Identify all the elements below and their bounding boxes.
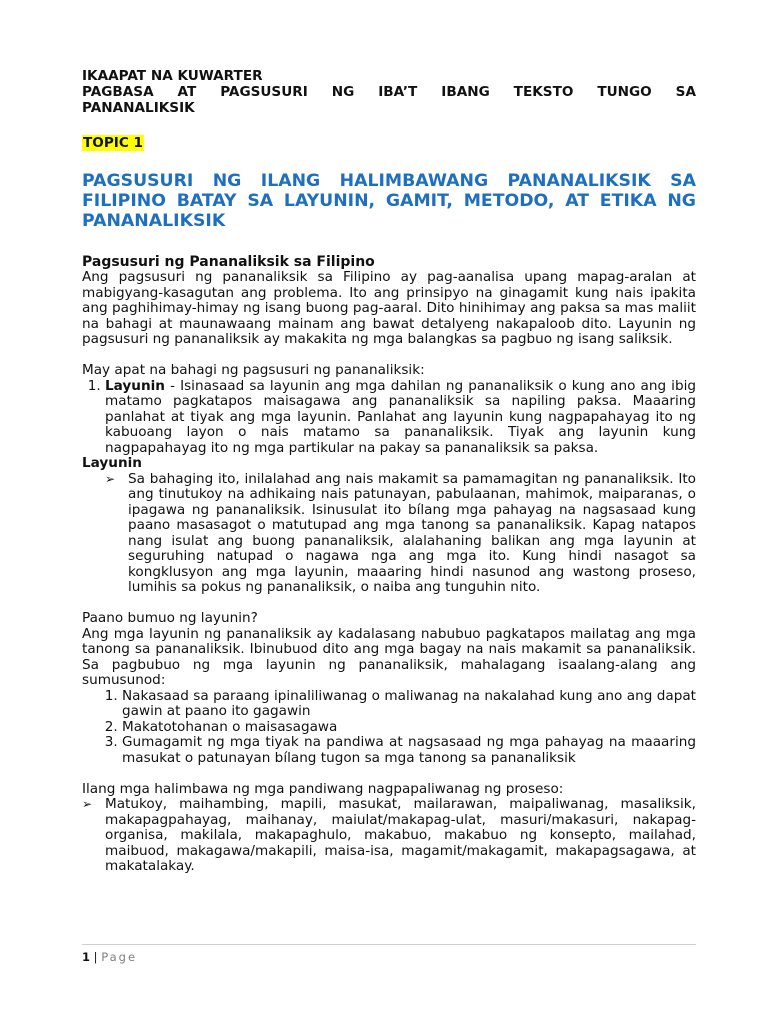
verbs-list	[82, 797, 696, 875]
arrow-bullet-icon: ➢	[105, 471, 116, 486]
layunin-bullet-text: Sa bahaging ito, inilalahad ang nais makamit sa pamamagitan ng pananaliksik. Ito ang tinutukoy na adhikaing nais patunayan, pabulaanan, mahimok, maiparanas, o ipagawa ng pananaliksik. Isinusulat ito bílang mga pahayag na nagsasaad kung paano masasagot o matutupad ang mga tanong sa pananaliksik. Kapag natapos nang isulat ang buong pananaliksik, alalahaning balikan ang mga layunin at seguruhing natupad o nagawa nga ang mga ito. Kung hindi nasagot sa kongklusyon ang mga layunin, maaaring hindi nasunod ang wastong proseso, lumihis sa pokus ng pananaliksik, o naiba ang tunguhin nito.	[128, 470, 696, 595]
page-separator: |	[93, 950, 98, 964]
section-subheading: Pagsusuri ng Pananaliksik sa Filipino	[82, 254, 375, 270]
quarter-heading: IKAAPAT NA KUWARTER	[82, 68, 263, 84]
parts-list	[82, 379, 696, 457]
answer-paragraph: Ang mga layunin ng pananaliksik ay kadalasang nabubuo pagkatapos mailatag ang mga tanong sa pananaliksik. Ibinubuod dito ang mga bagay na nais makamit sa pananaliksik. Sa pagbubuo ng mga layunin ng pananaliksik, mahalagang isaalang-alang ang sumusunod:	[82, 625, 696, 688]
intro-paragraph: Ang pagsusuri ng pananaliksik sa Filipino ay pag-aanalisa upang mapag-aralan at mabigyang-kasagutan ang problema. Ito ang prinsipyo na ginagamit kung nais ipakita ang paghihimay-himay ng isang buong pag-aaral. Dito hinihimay ang paksa sa mas maliit na bahagi at maunawaang mainam ang bawat detalyeng nakapaloob dito. Layunin ng pagsusuri ng pananaliksik ay makakita ng mga balangkas sa pagbuo ng isang saliksik.	[82, 269, 696, 347]
parts-intro: May apat na bahagi ng pagsusuri ng pananaliksik:	[82, 362, 425, 378]
list-item	[105, 472, 696, 596]
course-heading: PAGBASA AT PAGSUSURI NG IBA’T IBANG TEKSTO TUNGO SA	[82, 84, 696, 100]
list-item	[82, 797, 696, 875]
verbs-intro: Ilang mga halimbawa ng mga pandiwang nagpapaliwanag ng proseso:	[82, 780, 564, 797]
page-word: Page	[101, 950, 138, 964]
list-item	[105, 379, 696, 457]
steps-list	[82, 689, 696, 767]
document-title: PAGSUSURI NG ILANG HALIMBAWANG PANANALIKSIK SA FILIPINO BATAY SA LAYUNIN, GAMIT, METODO, AT ETIKA NG PANANALIKSIK	[82, 171, 696, 231]
layunin-bullets	[82, 472, 696, 596]
layunin-label: Layunin	[82, 455, 142, 471]
document-page	[82, 68, 696, 875]
part-text: - Isinasaad sa layunin ang mga dahilan ng pananaliksik o kung ano ang ibig matamo pagkatapos maisagawa ang pananaliksik sa napiling paksa. Maaaring panlahat at tiyak ang mga layunin. Panlahat ang layunin kung nagpapahayag ito ng kabuoang layon o nais matamo sa pananaliksik. Tiyak ang layunin kung nagpapahayag ito ng mga partikular na pakay sa pananaliksik sa paksa.	[105, 377, 696, 456]
list-item: 3. Gumagamit ng mga tiyak na pandiwa at nagsasaad ng mga pahayag na maaaring masukat o patunayan bílang tugon sa mga tanong sa pananaliksik	[122, 735, 696, 766]
footer-divider	[82, 944, 696, 945]
list-item: 2. Makatotohanan o maisasagawa	[122, 720, 696, 736]
list-item: 1. Nakasaad sa paraang ipinaliliwanag o maliwanag na nakalahad kung ano ang dapat gawin at paano ito gagawin	[122, 689, 696, 720]
page-number: 1	[82, 950, 91, 964]
question-text: Paano bumuo ng layunin?	[82, 610, 258, 626]
verbs-text: Matukoy, maihambing, mapili, masukat, mailarawan, maipaliwanag, masaliksik, makapagpahayag, maihanay, maiulat/makapag-ulat, masuri/makasuri, nakapag-organisa, makilala, makapaghulo, makabuo, makabuo ng konsepto, mailahad, maibuod, makagawa/makapili, maisa-isa, magamit/makagamit, makapagsagawa, at makatalakay.	[105, 796, 696, 874]
arrow-bullet-icon: ➢	[82, 797, 93, 811]
page-footer	[82, 950, 137, 964]
course-heading-cont: PANANALIKSIK	[82, 100, 195, 116]
topic-label: TOPIC 1	[83, 135, 144, 151]
part-term: Layunin	[105, 377, 165, 394]
